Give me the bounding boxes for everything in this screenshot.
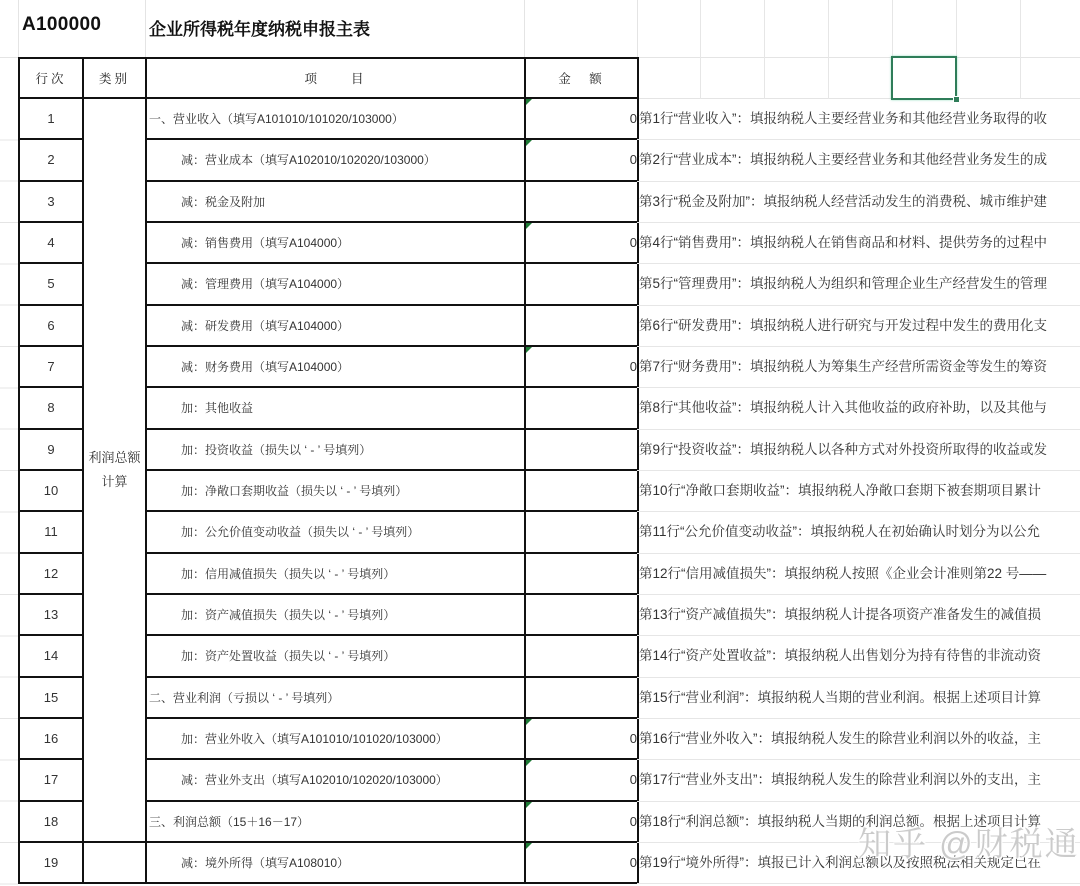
amount-cell[interactable] <box>525 677 638 718</box>
item-cell[interactable]: 三、利润总额（15＋16－17） <box>146 801 525 842</box>
error-indicator-icon <box>526 843 532 849</box>
item-cell[interactable]: 加：净敞口套期收益（损失以 ‘ - ’ 号填列） <box>146 470 525 511</box>
amount-cell[interactable] <box>525 470 638 511</box>
note-cell[interactable]: 第14行“资产处置收益”：填报纳税人出售划分为持有待售的非流动资 <box>637 636 1080 677</box>
item-cell[interactable]: 加：公允价值变动收益（损失以 ‘ - ’ 号填列） <box>146 511 525 552</box>
gridline <box>0 57 18 58</box>
item-cell[interactable]: 加：营业外收入（填写A101010/101020/103000） <box>146 718 525 759</box>
category-label: 利润总额计算 <box>88 449 141 489</box>
row-number-cell[interactable]: 17 <box>19 759 83 800</box>
row-number-cell[interactable]: 11 <box>19 511 83 552</box>
amount-cell[interactable] <box>525 222 638 263</box>
note-cell[interactable]: 第5行“管理费用”：填报纳税人为组织和管理企业生产经营发生的管理 <box>637 264 1080 305</box>
item-cell[interactable]: 减：研发费用（填写A104000） <box>146 305 525 346</box>
error-indicator-icon <box>526 760 532 766</box>
amount-cell[interactable] <box>525 387 638 428</box>
note-cell[interactable]: 第3行“税金及附加”：填报纳税人经营活动发生的消费税、城市维护建 <box>637 182 1080 223</box>
amount-cell[interactable] <box>525 718 638 759</box>
error-indicator-icon <box>526 719 532 725</box>
item-cell[interactable]: 减：营业外支出（填写A102010/102020/103000） <box>146 759 525 800</box>
note-cell[interactable]: 第17行“营业外支出”：填报纳税人发生的除营业利润以外的支出，主 <box>637 760 1080 801</box>
amount-cell[interactable] <box>525 759 638 800</box>
error-indicator-icon <box>526 223 532 229</box>
row-number-cell[interactable]: 6 <box>19 305 83 346</box>
row-number-cell[interactable]: 5 <box>19 263 83 304</box>
note-cell[interactable]: 第19行“境外所得”：填报已计入利润总额以及按照税法相关规定已在 <box>637 843 1080 884</box>
item-cell[interactable]: 减：税金及附加 <box>146 181 525 222</box>
note-cell[interactable]: 第16行“营业外收入”：填报纳税人发生的除营业利润以外的收益，主 <box>637 719 1080 760</box>
gridline <box>145 0 146 57</box>
watermark: 知乎 @财税通 <box>858 825 1080 862</box>
gridline <box>18 0 19 57</box>
note-cell[interactable]: 第15行“营业利润”：填报纳税人当期的营业利润。根据上述项目计算 <box>637 678 1080 719</box>
amount-cell[interactable] <box>525 429 638 470</box>
error-indicator-icon <box>526 347 532 353</box>
row-number-cell[interactable]: 15 <box>19 677 83 718</box>
category-cell[interactable] <box>83 98 146 842</box>
row-number-cell[interactable]: 2 <box>19 139 83 180</box>
header-row-number[interactable]: 行次 <box>19 58 83 98</box>
declaration-table <box>18 57 639 884</box>
row-number-cell[interactable]: 9 <box>19 429 83 470</box>
row-number-cell[interactable]: 7 <box>19 346 83 387</box>
amount-cell[interactable] <box>525 511 638 552</box>
item-cell[interactable]: 减：境外所得（填写A108010） <box>146 842 525 883</box>
amount-value: 0 <box>629 359 637 375</box>
amount-value: 0 <box>629 855 637 871</box>
amount-cell[interactable] <box>525 263 638 304</box>
amount-cell[interactable] <box>525 594 638 635</box>
item-cell[interactable]: 加：资产处置收益（损失以 ‘ - ’ 号填列） <box>146 635 525 676</box>
amount-value: 0 <box>629 235 637 251</box>
table-row <box>19 98 638 139</box>
instructions-column <box>637 99 1080 884</box>
row-number-cell[interactable]: 13 <box>19 594 83 635</box>
left-column-grid[interactable] <box>0 99 18 886</box>
form-title: 企业所得税年度纳税申报主表 <box>149 20 370 39</box>
row-number-cell[interactable]: 12 <box>19 553 83 594</box>
table-row <box>19 842 638 883</box>
row-number-cell[interactable]: 4 <box>19 222 83 263</box>
amount-value: 0 <box>629 111 637 127</box>
category-cell-empty[interactable] <box>83 842 146 883</box>
amount-value: 0 <box>629 772 637 788</box>
item-cell[interactable]: 加：投资收益（损失以 ‘ - ’ 号填列） <box>146 429 525 470</box>
row-number-cell[interactable]: 14 <box>19 635 83 676</box>
selected-cell[interactable] <box>891 56 957 100</box>
item-cell[interactable]: 加：其他收益 <box>146 387 525 428</box>
item-cell[interactable]: 减：财务费用（填写A104000） <box>146 346 525 387</box>
note-cell[interactable]: 第9行“投资收益”：填报纳税人以各种方式对外投资所取得的收益或发 <box>637 430 1080 471</box>
header-category[interactable]: 类别 <box>83 58 146 98</box>
header-item[interactable]: 项 目 <box>146 58 525 98</box>
amount-cell[interactable] <box>525 842 638 883</box>
amount-cell[interactable] <box>525 139 638 180</box>
item-cell[interactable]: 减：销售费用（填写A104000） <box>146 222 525 263</box>
amount-cell[interactable] <box>525 635 638 676</box>
note-cell[interactable]: 第13行“资产减值损失”：填报纳税人计提各项资产准备发生的减值损 <box>637 595 1080 636</box>
error-indicator-icon <box>526 99 532 105</box>
note-cell[interactable]: 第7行“财务费用”：填报纳税人为筹集生产经营所需资金等发生的筹资 <box>637 347 1080 388</box>
amount-cell[interactable] <box>525 346 638 387</box>
header-amount[interactable]: 金 额 <box>525 58 638 98</box>
item-cell[interactable]: 二、营业利润（亏损以 ‘ - ’ 号填列） <box>146 677 525 718</box>
form-code: A100000 <box>22 14 102 35</box>
note-cell[interactable]: 第12行“信用减值损失”：填报纳税人按照《企业会计准则第22 号—— <box>637 554 1080 595</box>
note-cell[interactable]: 第4行“销售费用”：填报纳税人在销售商品和材料、提供劳务的过程中 <box>637 223 1080 264</box>
amount-value: 0 <box>629 152 637 168</box>
amount-cell[interactable] <box>525 553 638 594</box>
item-cell[interactable]: 减：营业成本（填写A102010/102020/103000） <box>146 139 525 180</box>
note-cell[interactable]: 第10行“净敞口套期收益”：填报纳税人净敞口套期下被套期项目累计 <box>637 471 1080 512</box>
error-indicator-icon <box>526 140 532 146</box>
amount-value: 0 <box>629 813 637 829</box>
empty-cells-grid[interactable] <box>637 0 1080 99</box>
note-cell[interactable]: 第2行“营业成本”：填报纳税人主要经营业务和其他经营业务发生的成 <box>637 140 1080 181</box>
row-number-cell[interactable]: 3 <box>19 181 83 222</box>
amount-cell[interactable] <box>525 305 638 346</box>
row-number-cell[interactable]: 19 <box>19 842 83 883</box>
item-cell[interactable]: 一、营业收入（填写A101010/101020/103000） <box>146 98 525 139</box>
amount-cell[interactable] <box>525 181 638 222</box>
amount-value: 0 <box>629 731 637 747</box>
amount-cell[interactable] <box>525 98 638 139</box>
note-cell[interactable]: 第18行“利润总额”：填报纳税人当期的利润总额。根据上述项目计算 <box>637 802 1080 843</box>
note-cell[interactable]: 第1行“营业收入”：填报纳税人主要经营业务和其他经营业务取得的收 <box>637 99 1080 140</box>
fill-handle[interactable] <box>953 96 960 103</box>
row-number-cell[interactable]: 8 <box>19 387 83 428</box>
error-indicator-icon <box>526 802 532 808</box>
note-cell[interactable]: 第8行“其他收益”：填报纳税人计入其他收益的政府补助，以及其他与 <box>637 388 1080 429</box>
row-number-cell[interactable]: 16 <box>19 718 83 759</box>
item-cell[interactable]: 加：资产减值损失（损失以 ‘ - ’ 号填列） <box>146 594 525 635</box>
row-number-cell[interactable]: 10 <box>19 470 83 511</box>
note-cell[interactable]: 第11行“公允价值变动收益”：填报纳税人在初始确认时划分为以公允 <box>637 512 1080 553</box>
gridline <box>524 0 525 57</box>
item-cell[interactable]: 加：信用减值损失（损失以 ‘ - ’ 号填列） <box>146 553 525 594</box>
note-cell[interactable]: 第6行“研发费用”：填报纳税人进行研究与开发过程中发生的费用化支 <box>637 306 1080 347</box>
row-number-cell[interactable]: 1 <box>19 98 83 139</box>
item-cell[interactable]: 减：管理费用（填写A104000） <box>146 263 525 304</box>
amount-cell[interactable] <box>525 801 638 842</box>
table-header-row <box>19 58 638 98</box>
row-number-cell[interactable]: 18 <box>19 801 83 842</box>
